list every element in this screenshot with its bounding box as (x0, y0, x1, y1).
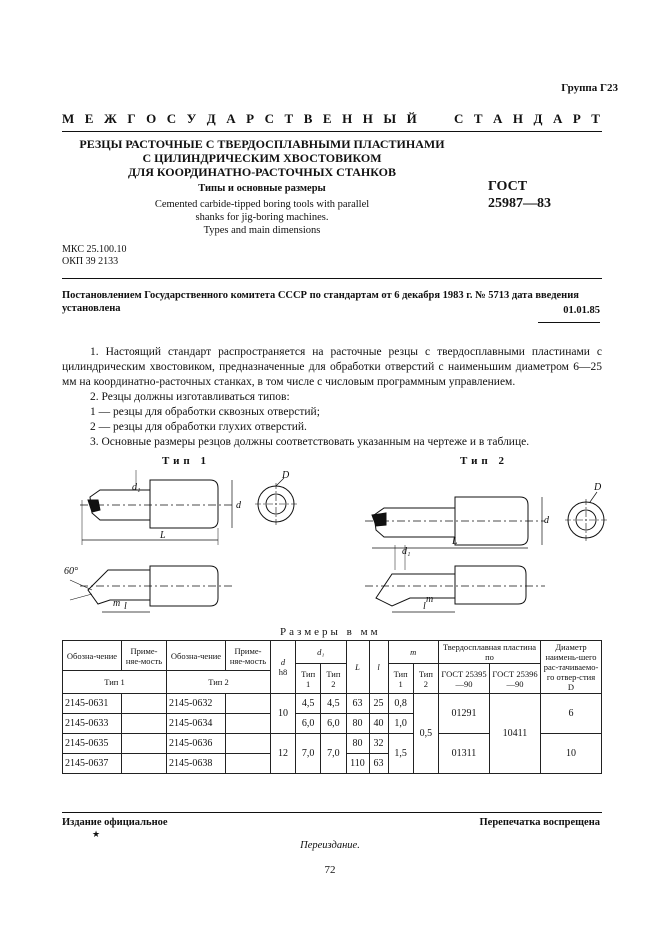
label-d1-type2: d₁ (402, 546, 411, 557)
cell-m-t1: 0,8 (388, 694, 413, 714)
letter: А (493, 111, 503, 126)
cell-app1 (122, 714, 167, 734)
letter: Р (572, 111, 581, 126)
letter: С (264, 111, 274, 126)
decree-text: Постановлением Государственного комитета СССР по стандартам от 6 декабря 1983 г. № 5713 дата введения установлена (62, 290, 579, 314)
letter: Т (284, 111, 294, 126)
label-m-type2: m (426, 594, 434, 605)
gost-code: 25987—83 (488, 196, 551, 211)
letter: С (454, 111, 464, 126)
cell-t1: 2145-0635 (63, 734, 122, 754)
col-d1-type2: Тип 2 (321, 664, 346, 694)
letter: Ж (103, 111, 117, 126)
letter: Й (406, 111, 417, 126)
letter: Н (512, 111, 524, 126)
cell-d: 10 (271, 694, 296, 734)
col-diameter: Диаметр наимень-шего рас-тачиваемо-го отвер-стия D (541, 641, 602, 694)
col-d1: d₁ (296, 641, 347, 664)
official-edition: Издание официальное (62, 817, 168, 828)
col-d1-type1: Тип 1 (296, 664, 321, 694)
gost-label: ГОСТ (488, 179, 528, 194)
col-designation-type1: Обозна-чение (63, 641, 122, 671)
col-m: m (388, 641, 439, 664)
cell-t1: 2145-0637 (63, 754, 122, 774)
label-D-type2: D (594, 482, 602, 493)
cell-plate1: 01311 (439, 734, 490, 774)
header-h8: h8 (278, 667, 288, 677)
cell-D: 6 (541, 694, 602, 734)
cell-L: 63 (346, 694, 369, 714)
letter: Р (246, 111, 255, 126)
col-gost1: ГОСТ 25395—90 (439, 664, 490, 694)
label-d1-type1: d₁ (132, 482, 141, 493)
cell-l: 40 (369, 714, 388, 734)
label-d-type1: d (236, 500, 241, 511)
type1-bottom-view (70, 566, 235, 612)
cell-d1-t1: 6,0 (296, 714, 321, 734)
reprint-prohibited: Перепечатка воспрещена (479, 817, 600, 828)
header-d: d (280, 657, 286, 667)
cell-t2: 2145-0632 (167, 694, 226, 714)
type2-bottom-view (365, 545, 545, 612)
col-l: l (369, 641, 388, 694)
cell-D: 10 (541, 734, 602, 774)
cell-plate2: 10411 (490, 694, 541, 774)
title-line: ДЛЯ КООРДИНАТНО-РАСТОЧНЫХ СТАНКОВ (128, 165, 396, 179)
table-caption: Размеры в мм (280, 626, 381, 638)
letter: Т (591, 111, 600, 126)
letter: Ы (383, 111, 397, 126)
label-D-type1: D (282, 470, 290, 481)
header-type2: Тип 2 (167, 671, 271, 694)
paragraph-1: 1. Настоящий стандарт распространяется на расточные резцы с твердосплавными пластинами с цилиндрическим хвостовиком, предназначенные для обработки отверстий с наименьшим диаметром 6—25 мм на координатно-расточных станках, в том числе с числовым программным управлением. (62, 346, 602, 388)
letter: Т (473, 111, 483, 126)
letter: Г (127, 111, 136, 126)
cell-l: 25 (369, 694, 388, 714)
figure-type2-label: Тип 2 (460, 455, 508, 467)
letter: В (303, 111, 313, 126)
cell-t1: 2145-0631 (63, 694, 122, 714)
introduction-date: 01.01.85 (563, 305, 600, 316)
english-title-line: Types and main dimensions (203, 225, 321, 236)
letter: М (62, 111, 75, 126)
paragraph-3: 1 — резцы для обработки сквозных отверстий; (90, 406, 320, 418)
cell-d1-t2: 6,0 (321, 714, 346, 734)
col-m-type2: Тип 2 (413, 664, 438, 694)
cell-app1 (122, 694, 167, 714)
cell-t2: 2145-0634 (167, 714, 226, 734)
paragraph-4: 2 — резцы для обработки глухих отверстий. (90, 421, 307, 433)
mks-code: МКС 25.100.10 (62, 244, 127, 255)
col-L: L (346, 641, 369, 694)
header-type1: Тип 1 (63, 671, 167, 694)
english-title-line: Cemented carbide-tipped boring tools with parallel (154, 199, 370, 210)
letter: Е (322, 111, 332, 126)
cell-d1-t2: 7,0 (321, 734, 346, 774)
okp-code: ОКП 39 2133 (62, 256, 119, 267)
cell-app2 (226, 694, 271, 714)
title-line: РЕЗЦЫ РАСТОЧНЫЕ С ТВЕРДОСПЛАВНЫМИ ПЛАСТИНАМИ (79, 137, 445, 151)
cell-L: 80 (346, 734, 369, 754)
cell-L: 80 (346, 714, 369, 734)
col-gost2: ГОСТ 25396—90 (490, 664, 541, 694)
label-l-type2: l (423, 601, 426, 612)
letter: Н (342, 111, 353, 126)
col-application-type1: Приме-няе-мость (122, 641, 167, 671)
label-m-type1: m (113, 598, 121, 609)
title-line: С ЦИЛИНДРИЧЕСКИМ ХВОСТОВИКОМ (142, 151, 382, 165)
cell-m-t2: 0,5 (413, 694, 438, 774)
letter: Д (206, 111, 216, 126)
reissue-note: Переиздание. (300, 840, 360, 851)
type2-end-view (565, 492, 607, 541)
cell-app2 (226, 754, 271, 774)
group-label: Группа Г23 (561, 82, 618, 94)
footer-rule (62, 812, 602, 813)
document-subtitle: Типы и основные размеры (198, 183, 326, 194)
cell-app1 (122, 754, 167, 774)
figure-type1-label: Тип 1 (162, 455, 210, 467)
cell-app1 (122, 734, 167, 754)
letter: С (166, 111, 177, 126)
label-l-type1: l (124, 601, 127, 612)
cell-d: 12 (271, 734, 296, 774)
paragraph-2: 2. Резцы должны изготавливаться типов: (90, 391, 290, 403)
cell-d1-t1: 4,5 (296, 694, 321, 714)
cell-d1-t1: 7,0 (296, 734, 321, 774)
cell-app2 (226, 714, 271, 734)
cell-t2: 2145-0636 (167, 734, 226, 754)
letter: О (146, 111, 157, 126)
letter: А (552, 111, 563, 126)
cell-app2 (226, 734, 271, 754)
label-L-type1: L (160, 530, 166, 541)
page-number: 72 (324, 864, 336, 876)
table-row (63, 694, 602, 714)
english-title-line: shanks for jig-boring machines. (195, 212, 329, 223)
col-d (271, 641, 296, 694)
col-designation-type2: Обозна-чение (167, 641, 226, 671)
letter: Н (362, 111, 373, 126)
type1-end-view (255, 478, 297, 525)
star-icon: ★ (92, 829, 101, 839)
col-plate: Твердосплавная пластина по (439, 641, 541, 664)
paragraph-5: 3. Основные размеры резцов должны соответствовать указанным на чертеже и в таблице. (90, 436, 530, 448)
cell-t1: 2145-0633 (63, 714, 122, 734)
cell-m-t1: 1,5 (388, 734, 413, 774)
letter: У (186, 111, 197, 126)
type1-side-view (80, 470, 235, 545)
label-L-type2: L (452, 536, 458, 547)
col-application-type2: Приме-няе-мость (226, 641, 271, 671)
cell-m-t1: 1,0 (388, 714, 413, 734)
dimensions-table (62, 640, 602, 774)
cell-l: 32 (369, 734, 388, 754)
label-angle-type1: 60° (64, 566, 78, 577)
label-d-type2: d (544, 515, 549, 526)
letter: Е (84, 111, 94, 126)
cell-plate1: 01291 (439, 694, 490, 734)
cell-d1-t2: 4,5 (321, 694, 346, 714)
cell-L: 110 (346, 754, 369, 774)
cell-t2: 2145-0638 (167, 754, 226, 774)
col-m-type1: Тип 1 (388, 664, 413, 694)
cell-l: 63 (369, 754, 388, 774)
letter: А (226, 111, 236, 126)
letter: Д (533, 111, 543, 126)
